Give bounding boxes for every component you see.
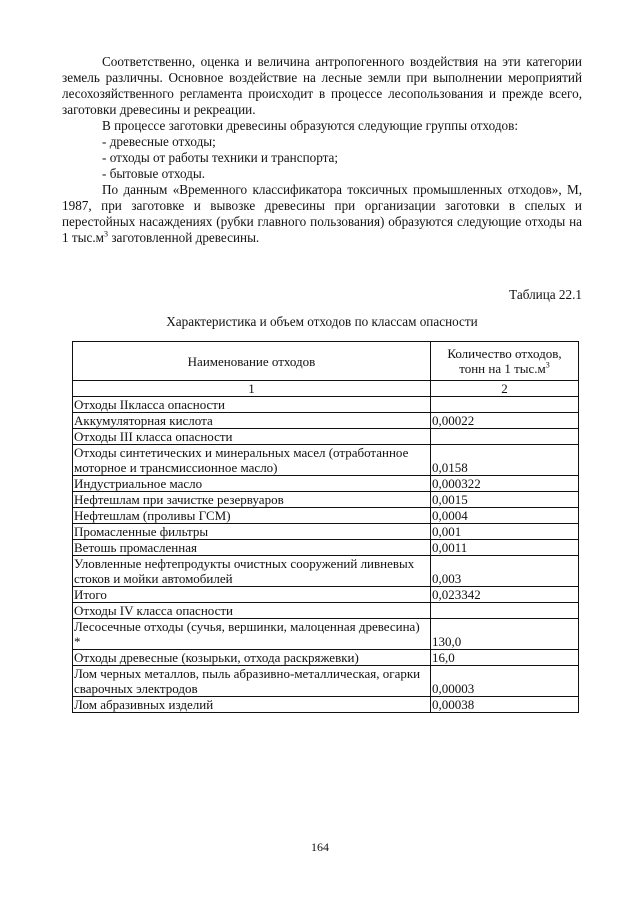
table-row	[73, 524, 579, 540]
waste-name-cell: Лом абразивных изделий	[73, 697, 431, 713]
waste-amount-cell	[431, 429, 579, 445]
column-number-1: 1	[73, 381, 431, 397]
table-row	[73, 476, 579, 492]
list-item-2: - отходы от работы техники и транспорта;	[102, 150, 339, 165]
waste-name-cell: Индустриальное масло	[73, 476, 431, 492]
header-col2-line2: тонн на 1 тыс.м	[459, 361, 546, 376]
table-row	[73, 540, 579, 556]
waste-amount-cell	[431, 397, 579, 413]
table-row	[73, 587, 579, 603]
waste-amount-cell: 0,00003	[431, 666, 579, 697]
waste-amount-cell: 0,003	[431, 556, 579, 587]
table-row	[73, 492, 579, 508]
paragraph-3-end: заготовленной древесины.	[108, 230, 260, 245]
waste-name-cell: Отходы древесные (козырьки, отхода раскряжевки)	[73, 650, 431, 666]
list-item-1: - древесные отходы;	[102, 134, 216, 149]
header-col1: Наименование отходов	[73, 342, 431, 381]
waste-amount-cell: 0,00038	[431, 697, 579, 713]
waste-amount-cell: 0,0004	[431, 508, 579, 524]
waste-name-cell: Отходы III класса опасности	[73, 429, 431, 445]
waste-amount-cell: 0,0015	[431, 492, 579, 508]
header-col2-sup: 3	[545, 360, 550, 370]
body-text	[62, 54, 582, 246]
table-row	[73, 413, 579, 429]
table-row	[73, 397, 579, 413]
column-number-row	[73, 381, 579, 397]
table-label: Таблица 22.1	[509, 287, 582, 302]
waste-amount-cell: 0,0011	[431, 540, 579, 556]
waste-name-cell: Уловленные нефтепродукты очистных сооружений ливневых стоков и мойки автомобилей	[73, 556, 431, 587]
waste-name-cell: Нефтешлам (проливы ГСМ)	[73, 508, 431, 524]
waste-amount-cell	[431, 603, 579, 619]
paragraph-2: В процессе заготовки древесины образуются следующие группы отходов:	[102, 118, 519, 133]
paragraph-1: Соответственно, оценка и величина антропогенного воздействия на эти категории земель различны. Основное воздействие на лесные земли при выполнении мероприятий лесохозяйственного регламента происходит в процессе лесопользования и прежде всего, заготовки древесины и рекреации.	[62, 54, 582, 117]
waste-name-cell: Лесосечные отходы (сучья, вершинки, малоценная древесина) *	[73, 619, 431, 650]
table-row	[73, 666, 579, 697]
waste-name-cell: Ветошь промасленная	[73, 540, 431, 556]
table-row	[73, 445, 579, 476]
table-row	[73, 603, 579, 619]
table-row	[73, 697, 579, 713]
waste-amount-cell: 0,00022	[431, 413, 579, 429]
paragraph-3	[62, 182, 582, 246]
waste-name-cell: Отходы синтетических и минеральных масел (отработанное моторное и трансмиссионное масло)	[73, 445, 431, 476]
waste-amount-cell: 0,001	[431, 524, 579, 540]
table-header-row	[73, 342, 579, 381]
waste-name-cell: Лом черных металлов, пыль абразивно-металлическая, огарки сварочных электродов	[73, 666, 431, 697]
waste-amount-cell: 0,000322	[431, 476, 579, 492]
waste-amount-cell: 0,023342	[431, 587, 579, 603]
header-col2	[431, 342, 579, 381]
waste-amount-cell: 16,0	[431, 650, 579, 666]
waste-name-cell: Отходы IV класса опасности	[73, 603, 431, 619]
table-caption: Характеристика и объем отходов по классам опасности	[166, 314, 478, 329]
waste-name-cell: Аккумуляторная кислота	[73, 413, 431, 429]
paragraph-3-text: По данным «Временного классификатора токсичных промышленных отходов», М, 1987, при заготовке и вывозке древесины при организации заготовки в спелых и перестойных насаждениях (рубки главного пользования) образуются следующие отходы на 1 тыс.м	[62, 182, 582, 245]
table-row	[73, 650, 579, 666]
header-col2-line1: Количество отходов,	[447, 346, 562, 361]
column-number-2: 2	[431, 381, 579, 397]
list-item-3: - бытовые отходы.	[102, 166, 206, 181]
waste-name-cell: Отходы IIкласса опасности	[73, 397, 431, 413]
waste-table	[72, 341, 579, 713]
page-number: 164	[311, 840, 329, 854]
waste-name-cell: Итого	[73, 587, 431, 603]
table-row	[73, 508, 579, 524]
waste-name-cell: Промасленные фильтры	[73, 524, 431, 540]
table-row	[73, 619, 579, 650]
table-row	[73, 556, 579, 587]
superscript: 3	[104, 229, 109, 239]
waste-amount-cell: 130,0	[431, 619, 579, 650]
waste-amount-cell: 0,0158	[431, 445, 579, 476]
waste-name-cell: Нефтешлам при зачистке резервуаров	[73, 492, 431, 508]
table-row	[73, 429, 579, 445]
